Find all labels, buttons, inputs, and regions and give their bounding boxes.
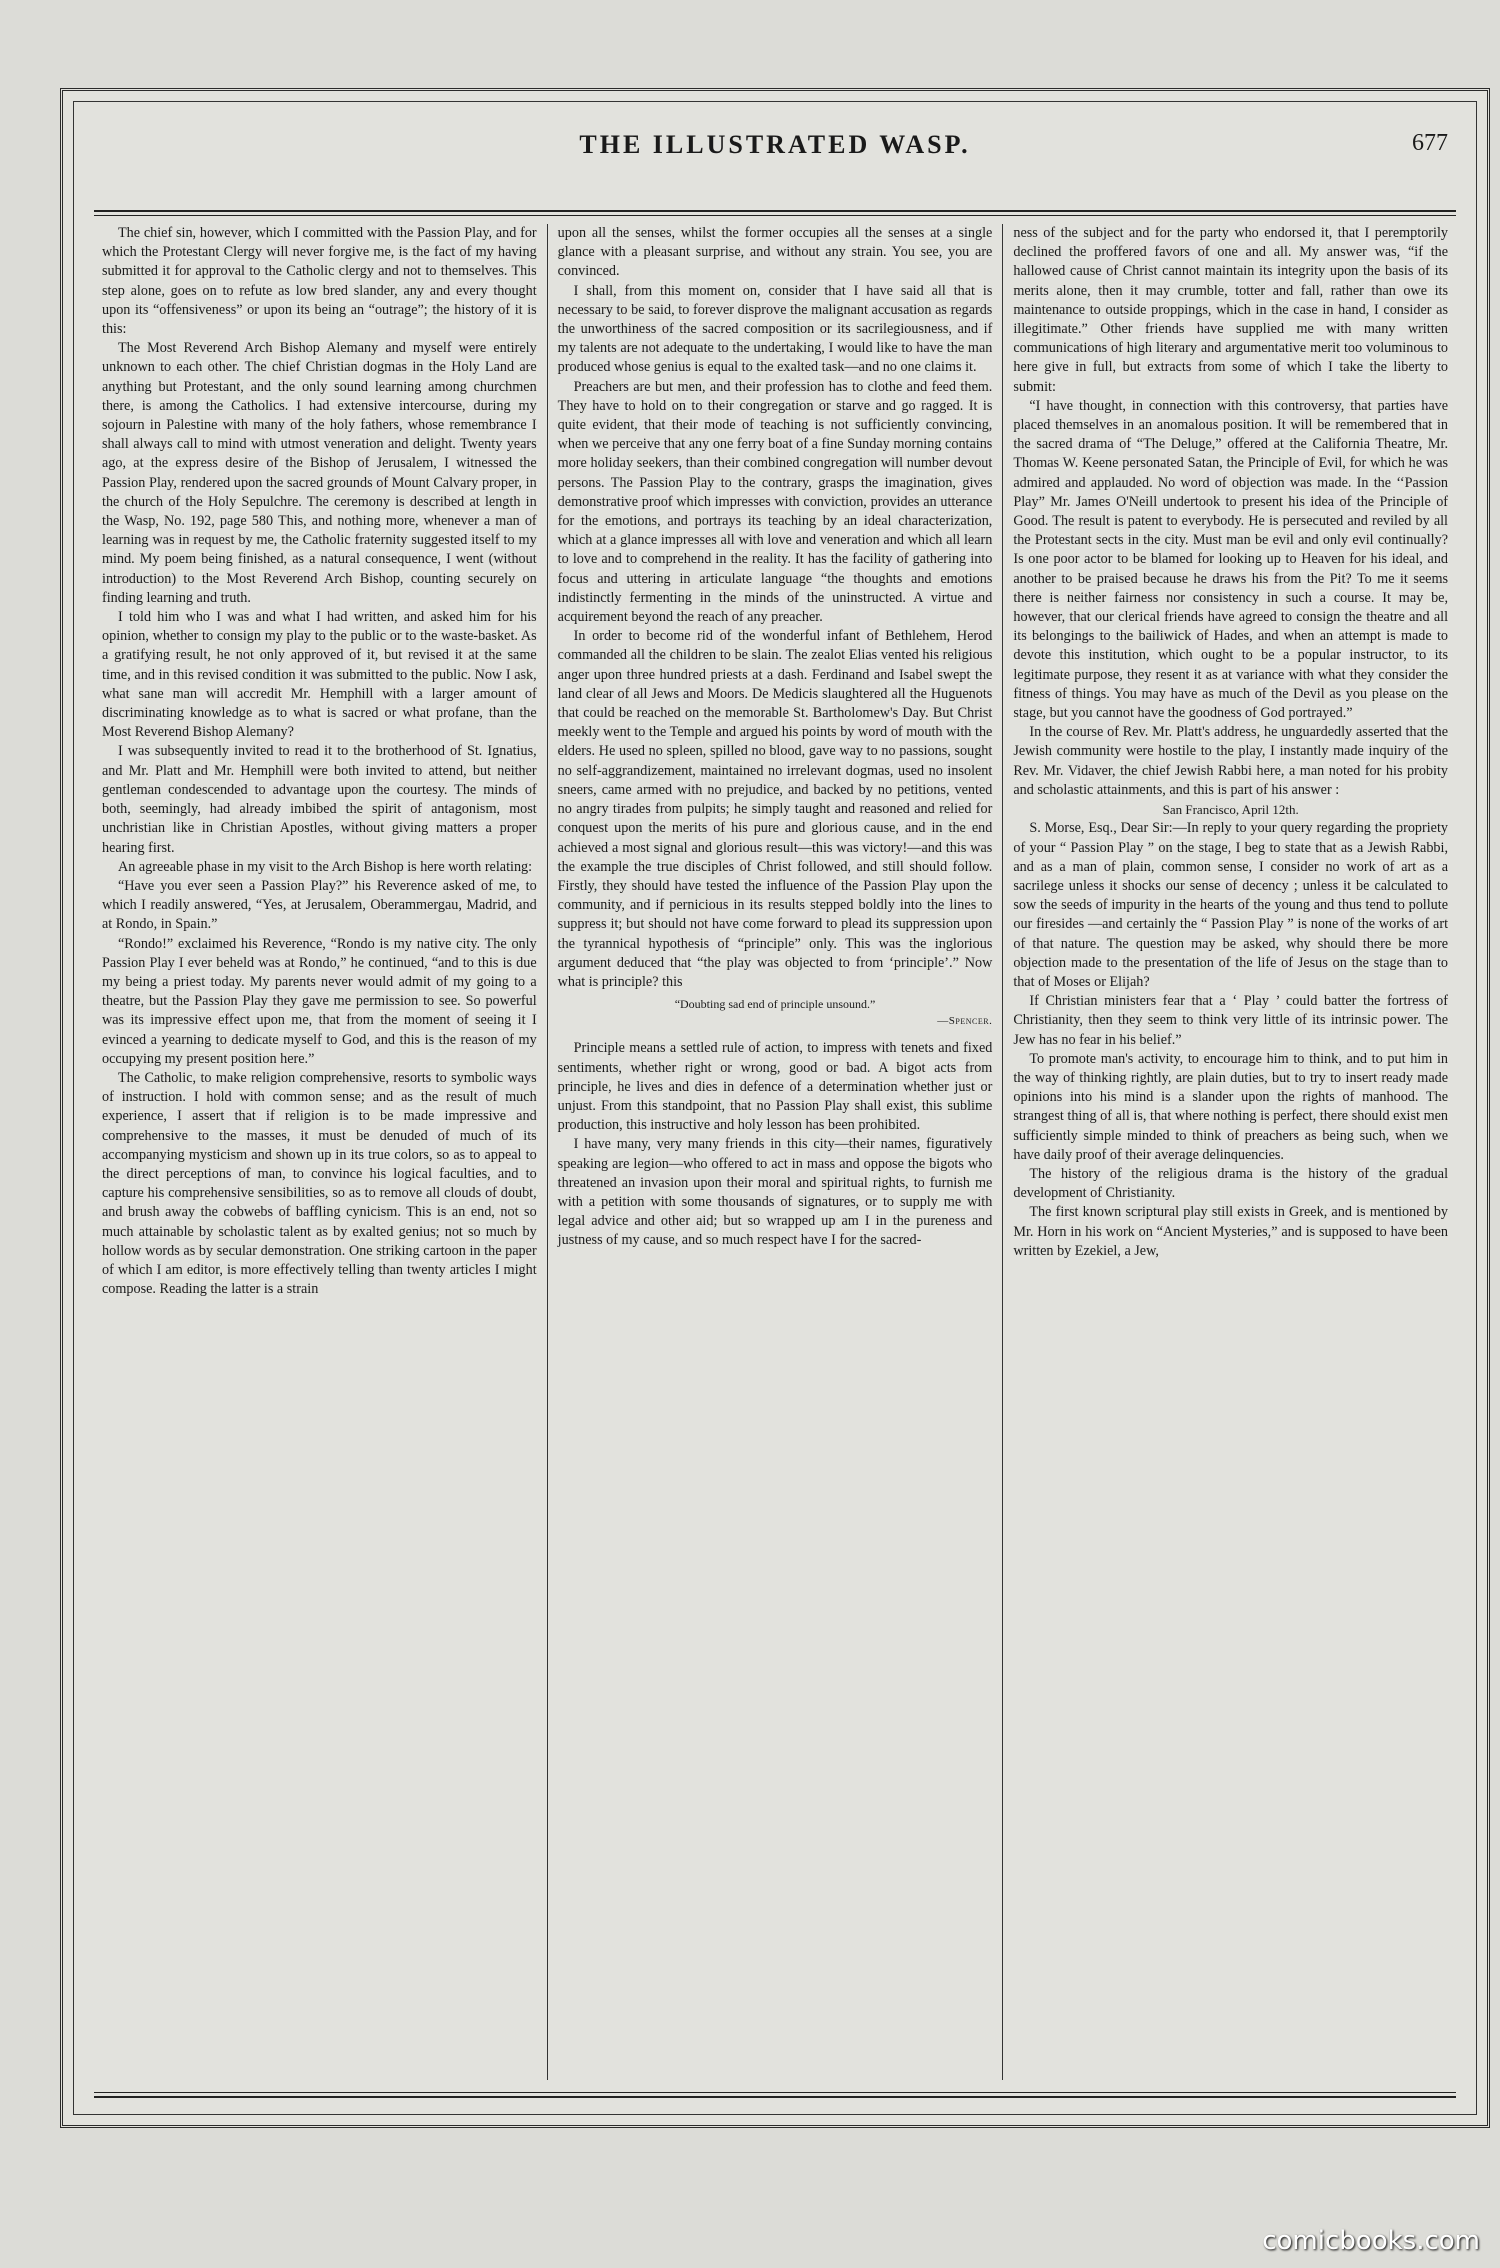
header-rule bbox=[94, 210, 1456, 216]
footer-rule bbox=[94, 2092, 1456, 2098]
paragraph: An agreeable phase in my visit to the Arch Bishop is here worth relating: bbox=[118, 858, 533, 875]
newspaper-page bbox=[60, 88, 1490, 2128]
paragraph: “Have you ever seen a Passion Play?” his Reverence asked of me, to which I readily answered, “Yes, at Jerusalem, Oberammergau, Madrid, and at Rondo, in Spain.” bbox=[102, 877, 537, 933]
paragraph: Principle means a settled rule of action, to impress with tenets and fixed sentiments, whether right or wrong, good or bad. A bigot acts from principle, he lives and dies in defence of a determination whether just or unjust. From this standpoint, that no Passion Play shall exist, this sublime production, this instructive and holy lesson has been prohibited. bbox=[557, 1040, 993, 1134]
column-2 bbox=[547, 224, 1003, 2080]
page-frame bbox=[73, 101, 1477, 2115]
page-number: 677 bbox=[1412, 130, 1448, 156]
paragraph: ness of the subject and for the party who endorsed it, that I peremptorily declined the proffered favors of one and all. My answer was, “if the hallowed cause of Christ cannot maintain its integrity upon the basis of its merits alone, then it may crumble, totter and fall, rather than owe its maintenance to outside proppings, which in the case in hand, I consider as illegitimate.” Other friends have supplied me with many written communications of high literary and argumentative merit too voluminous to here give in full, but extracts from some of which I take the liberty to submit: bbox=[1013, 225, 1449, 395]
paragraph: I have many, very many friends in this city—their names, figuratively speaking are legion—who offered to act in mass and oppose the bigots who threatened an invasion upon their moral and spiritual rights, to furnish me with a petition with some thousands of signatures, or to supply me with legal advice and other aid; but so wrapped up am I in the pureness and justness of my cause, and so much respect have I for the sacred- bbox=[557, 1136, 993, 1249]
paragraph: In the course of Rev. Mr. Platt's address, he unguardedly asserted that the Jewish community were hostile to the play, I instantly made inquiry of the Rev. Mr. Vidaver, the chief Jewish Rabbi here, a man noted for his probity and scholastic attainments, and this is part of his answer : bbox=[1013, 724, 1449, 798]
paragraph: The Most Reverend Arch Bishop Alemany and myself were entirely unknown to each other. The chief Christian dogmas in the Holy Land are anything but Protestant, and the only sound learning among churchmen there, is among the Catholics. I had extensive intercourse, during my sojourn in Palestine with many of the holy fathers, whose remembrance I shall always call to mind with utmost veneration and delight. Twenty years ago, at the express desire of the Bishop of Jerusalem, I witnessed the Passion Play, rendered upon the sacred grounds of Mount Calvary proper, in the church of the Holy Sepulchre. The ceremony is described at length in the Wasp, No. 192, page 580 This, and nothing more, whenever a man of learning was in request by me, the Catholic fraternity suggested itself to my mind. My poem being finished, as a natural consequence, I went (without introduction) to the Most Reverend Arch Bishop, counting securely on finding learning and truth. bbox=[102, 340, 537, 606]
paragraph: I shall, from this moment on, consider that I have said all that is necessary to be said, to forever disprove the malignant accusation as regards the unworthiness of the sacred composition or its sacrilegiousness, and if my talents are not adequate to the undertaking, I would like to have the man produced whose genius is equal to the exalted task—and no one claims it. bbox=[557, 282, 993, 376]
paragraph: S. Morse, Esq., Dear Sir:—In reply to your query regarding the propriety of your “ Passion Play ” on the stage, I beg to state that as a Jewish Rabbi, and as a man of plain, common sense, I consider no work of art as a sacrilege unless it shocks our sense of decency ; unless it be calculated to sow the seeds of impurity in the hearts of the young and thus tend to pollute our firesides —and certainly the “ Passion Play ” is none of the works of art of that nature. The question may be asked, why should there be more objection made to the presentation of the life of Jesus on the stage than to that of Moses or Elijah? bbox=[1013, 820, 1449, 990]
paragraph: To promote man's activity, to encourage him to think, and to put him in the way of thinking rightly, are plain duties, but to try to insert ready made opinions into his mind is a slander upon the rights of manhood. The strangest thing of all is, that where nothing is perfect, there should exist men sufficiently simple minded to think of preachers as being such, when we have daily proof of their average delinquencies. bbox=[1013, 1050, 1449, 1163]
letter-dateline: San Francisco, April 12th. bbox=[1162, 802, 1299, 818]
paragraph: “Rondo!” exclaimed his Reverence, “Rondo is my native city. The only Passion Play I ever beheld was at Rondo,” he continued, “and to this is due my being a priest today. My parents never would admit of my going to a theatre, but the Passion Play they gave me permission to see. So powerful was its impressive effect upon me, that from the moment of seeing it I evinced a yearning to dedicate myself to God, and this is the reason of my occupying my present position here.” bbox=[102, 935, 537, 1067]
paragraph: If Christian ministers fear that a ‘ Play ’ could batter the fortress of Christianity, then they seem to think very little of its intrinsic power. The Jew has no fear in his belief.” bbox=[1013, 993, 1449, 1048]
paragraph: The Catholic, to make religion comprehensive, resorts to symbolic ways of instruction. I hold with common sense; and as the result of much experience, I assert that if religion is to be made impressive and comprehensive to the masses, it must be denuded of much of its accompanying mysticism and shown up in its true colors, so as to appeal to the direct perceptions of man, to convince his logical faculties, and to capture his comprehensive sensibilities, so as to remove all clouds of doubt, and brush away the cobwebs of baffling cynicism. This is an end, not so much attainable by scholastic talent as by exalted genius; not so much by hollow words as by secular demonstration. One striking cartoon in the paper of which I am editor, is more effectively telling than twenty articles I might compose. Reading the latter is a strain bbox=[102, 1069, 537, 1298]
paragraph: In order to become rid of the wonderful infant of Bethlehem, Herod commanded all the children to be slain. The zealot Elias vented his religious anger upon three hundred priests at a dash. Ferdinand and Isabel swept the land clear of all Jews and Moors. De Medicis slaughtered all the Huguenots that could be reached on the memorable St. Bartholomew's Day. But Christ meekly went to the Temple and argued his points by word of mouth with the elders. He used no spleen, spilled no blood, gave way to no passions, sought no self-aggrandizement, maintained no irrelevant dogmas, used no insolent sneers, came armed with no prejudice, and backed by no petitions, vented no angry tirades from pulpits; he simply taught and reasoned and relied for conquest upon the merits of his pure and glorious cause, and in the end achieved a most signal and glorious result—this was victory!—and this was the example the true disciples of Christ followed, and still should follow. Firstly, they should have tested the influence of the Passion Play upon the community, and if pernicious in its results stepped boldly into the lines to suppress it; but should not have come forward to plead its suppression upon the tyrannical hypothesis of “principle” only. This was the inglorious argument deduced that “the play was objected to from ‘principle’.” Now what is principle? this bbox=[557, 628, 993, 990]
column-3 bbox=[1002, 224, 1458, 2080]
paragraph: The chief sin, however, which I committed with the Passion Play, and for which the Protestant Clergy will never forgive me, is the fact of my having submitted it for approval to the Catholic clergy and not to themselves. This step alone, goes on to refute as low bred slander, any and every thought upon its “offensiveness” or upon its being an “outrage”; the history of it is this: bbox=[102, 225, 537, 338]
quotation: “Doubting sad end of principle unsound.” bbox=[674, 997, 876, 1012]
article-columns bbox=[92, 224, 1458, 2080]
page-header bbox=[74, 130, 1476, 180]
paragraph: Preachers are but men, and their profession has to clothe and feed them. They have to hold on to their congregation or starve and go ragged. It is quite evident, that their mode of teaching is not sufficiently convincing, when we perceive that any one ferry boat of a fine Sunday morning contains more holiday seekers, than their combined congregation will number devout persons. The Passion Play to the contrary, grasps the imagination, gives demonstrative proof which impresses with conviction, provides an utterance for the emotions, and portrays its teaching by an ideal characterization, which at a glance impresses all with love and veneration and which all learn to love and to comprehend in the reality. It has the facility of gathering into focus and uttering in articulate language “the thoughts and emotions indistinctly fermenting in the minds of the uninstructed. A virtue and acquirement beyond the reach of any preacher. bbox=[557, 378, 993, 626]
site-watermark: comicbooks.com bbox=[1262, 2226, 1480, 2256]
paragraph: I told him who I was and what I had written, and asked him for his opinion, whether to consign my play to the public or to the waste-basket. As a gratifying result, he not only approved of it, but revised it at the same time, and in this revised condition it was submitted to the public. Now I ask, what sane man will accredit Mr. Hemphill with a larger amount of discriminating knowledge as to what is sacred or what profane, than the Most Reverend Bishop Alemany? bbox=[102, 609, 537, 741]
publication-title: THE ILLUSTRATED WASP. bbox=[579, 130, 971, 159]
paragraph: “I have thought, in connection with this controversy, that parties have placed themselves in an anomalous position. It will be remembered that in the sacred drama of “The Deluge,” offered at the California Theatre, Mr. Thomas W. Keene personated Satan, the Principle of Evil, for which he was admired and applauded. No word of objection was made. In the ‘‘Passion Play” Mr. James O'Neill undertook to present his idea of the Principle of Good. The result is patent to everybody. He is persecuted and reviled by all the Protestant sects in the city. Must man be evil and only evil continually? Is one poor actor to be blamed for looking up to Heaven for his ideal, and another to be praised because he draws his from the Pit? To me it seems there is neither fairness nor consistency in such a course. It may be, however, that our clerical friends have agreed to consign the theatre and all its belongings to the bailiwick of Hades, and when an attempt is made to devote this institution, which ought to be a popular instructor, to its legitimate purpose, they resent it as at variance with what they consider the fitness of things. You may have as much of the Devil as you please on the stage, but you cannot have the goodness of God portrayed.” bbox=[1013, 397, 1449, 722]
paragraph: The first known scriptural play still exists in Greek, and is mentioned by Mr. Horn in his work on “Ancient Mysteries,” and is supposed to have been written by Ezekiel, a Jew, bbox=[1013, 1204, 1449, 1259]
paragraph: upon all the senses, whilst the former occupies all the senses at a single glance with a pleasant surprise, and without any strain. You see, you are convinced. bbox=[557, 225, 993, 280]
paragraph: The history of the religious drama is the history of the gradual development of Christianity. bbox=[1013, 1165, 1449, 1202]
column-1 bbox=[92, 224, 547, 2080]
quotation-attribution: —Spencer. bbox=[937, 1015, 993, 1028]
paragraph: I was subsequently invited to read it to the brotherhood of St. Ignatius, and Mr. Platt and Mr. Hemphill were both invited to attend, but neither gentleman condescended to advantage upon the courtesy. The minds of both, seemingly, had already imbibed the spirit of antagonism, most unchristian like in Christian Apostles, without giving matters a proper hearing first. bbox=[102, 743, 537, 856]
